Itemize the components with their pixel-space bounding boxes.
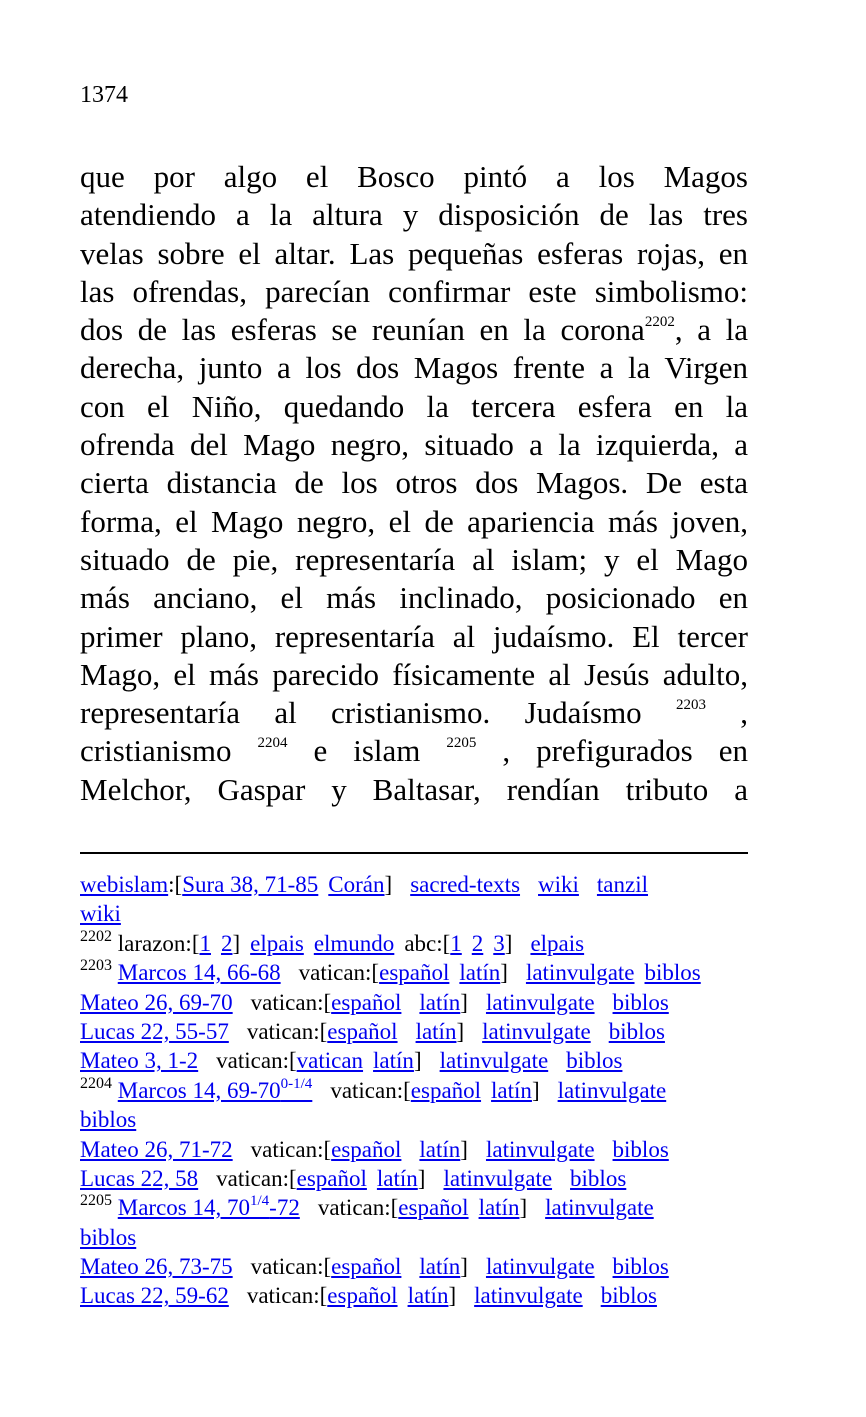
body-line: Mago, el más parecido físicamente al Jesús adulto,: [80, 656, 748, 692]
link-latinvulgate[interactable]: latinvulgate: [443, 1165, 553, 1191]
bracket-text: ]: [504, 930, 513, 956]
bracket-text: ]: [413, 1048, 422, 1074]
link-sura[interactable]: Sura 38, 71-85: [182, 872, 319, 897]
link-abc-2[interactable]: 2: [471, 930, 484, 956]
link-bible-ref[interactable]: Mateo 26, 73-75: [80, 1254, 233, 1280]
link-text: Marcos 14, 70: [117, 1195, 250, 1221]
link-latinvulgate[interactable]: latinvulgate: [545, 1195, 654, 1221]
link-biblos[interactable]: biblos: [570, 1165, 627, 1191]
link-bible-ref[interactable]: [117, 1075, 313, 1103]
footnote-ref-2204: 2204: [257, 735, 288, 752]
link-latinvulgate[interactable]: latinvulgate: [485, 1254, 595, 1280]
verse-fraction: 0-1/4: [280, 1075, 313, 1092]
link-latin[interactable]: latín: [415, 1018, 457, 1044]
source-label: vatican:[: [250, 1254, 332, 1280]
link-elpais[interactable]: elpais: [530, 930, 585, 956]
link-webislam[interactable]: webislam: [80, 872, 169, 897]
link-elpais[interactable]: elpais: [250, 930, 304, 956]
bracket-text: ]: [460, 989, 468, 1015]
body-line-text: , prefigurados en: [476, 733, 748, 769]
link-espanol[interactable]: español: [331, 989, 402, 1015]
bracket-text: ]: [531, 1077, 540, 1103]
link-text: Marcos 14, 69-70: [117, 1077, 281, 1103]
link-wiki[interactable]: wiki: [80, 901, 121, 927]
link-tanzil[interactable]: tanzil: [596, 872, 649, 897]
body-line: forma, el Mago negro, el de apariencia más joven,: [80, 503, 748, 539]
footnote-2203: [80, 958, 748, 987]
source-label: vatican:[: [246, 1283, 328, 1309]
link-bible-ref[interactable]: Mateo 26, 69-70: [80, 989, 233, 1015]
body-line: [80, 694, 748, 732]
bracket-text: :[: [168, 872, 183, 897]
body-line-text: , a la: [674, 312, 749, 348]
footnote-line: [80, 1164, 748, 1193]
body-line: ofrenda del Mago negro, situado a la izquierda, a: [80, 427, 748, 463]
link-biblos[interactable]: biblos: [600, 1283, 657, 1309]
body-line: Melchor, Gaspar y Baltasar, rendían tributo a: [80, 771, 748, 807]
link-espanol[interactable]: español: [296, 1165, 367, 1191]
body-line-text: ,: [705, 695, 749, 731]
link-latinvulgate[interactable]: latinvulgate: [474, 1283, 583, 1309]
source-label: vatican:[: [317, 1195, 399, 1221]
body-line: cierta distancia de los otros dos Magos. De esta: [80, 465, 748, 501]
bracket-text: ]: [500, 960, 508, 986]
bracket-text: ]: [456, 1018, 465, 1044]
bracket-text: ]: [519, 1195, 528, 1221]
link-bible-ref[interactable]: Mateo 26, 71-72: [80, 1136, 233, 1162]
link-latin[interactable]: latín: [407, 1283, 449, 1309]
link-latinvulgate[interactable]: latinvulgate: [439, 1048, 549, 1074]
footnote-line: [80, 1017, 748, 1046]
link-text: -72: [269, 1195, 300, 1221]
footnote-number: 2204: [80, 1074, 112, 1092]
footnote-2204: [80, 1076, 748, 1105]
footnote-line: [80, 1046, 748, 1075]
link-latin[interactable]: latín: [376, 1165, 418, 1191]
source-label: abc:[: [404, 930, 451, 956]
footnote-line: [80, 1252, 748, 1281]
body-line: que por algo el Bosco pintó a los Magos: [80, 159, 748, 194]
link-larazon-1[interactable]: 1: [199, 930, 211, 956]
source-label: vatican:[: [250, 1136, 332, 1162]
link-biblos[interactable]: biblos: [80, 1224, 137, 1250]
body-line: [80, 732, 748, 770]
link-latin[interactable]: latín: [419, 1136, 461, 1162]
link-abc-3[interactable]: 3: [493, 930, 505, 956]
link-espanol[interactable]: español: [331, 1136, 402, 1162]
footnote-ref-2205: 2205: [446, 735, 477, 752]
link-espanol[interactable]: español: [331, 1254, 402, 1280]
footnote-number: 2205: [80, 1192, 112, 1210]
footnote-2205: [80, 1193, 748, 1222]
body-line: con el Niño, quedando la tercera esfera en la: [80, 388, 748, 424]
link-wiki[interactable]: wiki: [538, 872, 579, 897]
link-bible-ref[interactable]: Lucas 22, 59-62: [80, 1283, 229, 1309]
link-coran[interactable]: Corán: [328, 872, 385, 897]
link-espanol[interactable]: español: [410, 1077, 482, 1103]
link-latin[interactable]: latín: [419, 989, 461, 1015]
link-latin[interactable]: latín: [459, 960, 501, 986]
footnote-2202: [80, 929, 748, 958]
bracket-text: ]: [232, 930, 241, 956]
link-bible-ref[interactable]: Mateo 3, 1-2: [80, 1048, 199, 1074]
source-label: vatican:[: [330, 1077, 411, 1103]
source-label: vatican:[: [298, 960, 380, 986]
link-elmundo[interactable]: elmundo: [313, 930, 395, 956]
footnote-number: 2203: [80, 957, 112, 975]
source-label: vatican:[: [246, 1018, 328, 1044]
source-label: vatican:[: [250, 989, 332, 1015]
link-bible-ref[interactable]: Marcos 14, 66-68: [117, 960, 281, 986]
footnote-separator: [80, 852, 748, 854]
link-vatican[interactable]: vatican: [296, 1048, 364, 1074]
link-espanol[interactable]: español: [398, 1195, 469, 1221]
footnote-ref-2203: 2203: [675, 697, 706, 714]
footnote-line: [80, 1135, 748, 1164]
link-latin[interactable]: latín: [419, 1254, 461, 1280]
body-line: [80, 311, 748, 349]
bracket-text: ]: [460, 1136, 468, 1162]
footnotes: [80, 870, 748, 1311]
link-latinvulgate[interactable]: latinvulgate: [485, 989, 595, 1015]
bracket-text: ]: [460, 1254, 468, 1280]
footnote-ref-2202: 2202: [644, 314, 675, 331]
page-number: 1374: [80, 82, 128, 108]
link-bible-ref[interactable]: Lucas 22, 58: [80, 1165, 199, 1191]
footnote-line: [80, 1105, 748, 1134]
link-espanol[interactable]: español: [327, 1283, 398, 1309]
body-line: situado de pie, representaría al islam; y el Mago: [80, 541, 748, 577]
bracket-text: ]: [384, 872, 393, 897]
link-biblos[interactable]: biblos: [612, 989, 669, 1015]
source-label: vatican:[: [216, 1165, 297, 1191]
body-line: más anciano, el más inclinado, posicionado en: [80, 580, 748, 616]
bracket-text: ]: [417, 1165, 426, 1191]
footnote-line: [80, 870, 748, 899]
link-bible-ref[interactable]: [118, 1195, 300, 1220]
body-line-text: representaría al cristianismo. Judaísmo: [80, 695, 676, 731]
link-latin[interactable]: latín: [373, 1048, 414, 1074]
link-bible-ref[interactable]: Lucas 22, 55-57: [80, 1018, 229, 1044]
link-sacred-texts[interactable]: sacred-texts: [410, 872, 521, 897]
link-latinvulgate[interactable]: latinvulgate: [482, 1018, 591, 1044]
body-text: [80, 158, 748, 809]
link-latinvulgate[interactable]: latinvulgate: [485, 1136, 595, 1162]
body-line-text: dos de las esferas se reunían en la corona: [80, 312, 645, 348]
body-line: velas sobre el altar. Las pequeñas esferas rojas, en: [80, 235, 748, 271]
link-latinvulgate[interactable]: latinvulgate: [525, 960, 635, 986]
link-espanol[interactable]: español: [379, 960, 450, 986]
link-latin[interactable]: latín: [491, 1077, 532, 1103]
body-line: las ofrendas, parecían confirmar este simbolismo:: [80, 273, 748, 309]
link-biblos[interactable]: biblos: [612, 1136, 669, 1162]
link-larazon-2[interactable]: 2: [220, 930, 233, 956]
source-label: larazon:[: [117, 930, 200, 956]
body-line-text: cristianismo: [80, 733, 258, 769]
footnote-line: [80, 1281, 748, 1310]
link-latin[interactable]: latín: [478, 1195, 520, 1221]
bracket-text: ]: [448, 1283, 457, 1309]
source-label: vatican:[: [216, 1048, 297, 1074]
footnote-line: [80, 988, 748, 1017]
link-biblos[interactable]: biblos: [80, 1107, 137, 1133]
footnote-line: [80, 1223, 748, 1252]
footnote-line: [80, 899, 748, 928]
link-biblos[interactable]: biblos: [612, 1254, 669, 1280]
body-line: primer plano, representaría al judaísmo. El tercer: [80, 618, 748, 654]
link-latinvulgate[interactable]: latinvulgate: [557, 1077, 667, 1103]
link-espanol[interactable]: español: [327, 1018, 398, 1044]
link-abc-1[interactable]: 1: [450, 930, 462, 956]
footnote-number: 2202: [80, 927, 112, 945]
link-biblos[interactable]: biblos: [608, 1018, 665, 1044]
verse-fraction: 1/4: [249, 1193, 270, 1210]
body-line-text: e islam: [287, 733, 447, 769]
link-biblos[interactable]: biblos: [644, 960, 701, 986]
body-line: derecha, junto a los dos Magos frente a la Virgen: [80, 350, 748, 386]
body-line: atendiendo a la altura y disposición de las tres: [80, 197, 748, 233]
link-biblos[interactable]: biblos: [566, 1048, 623, 1074]
